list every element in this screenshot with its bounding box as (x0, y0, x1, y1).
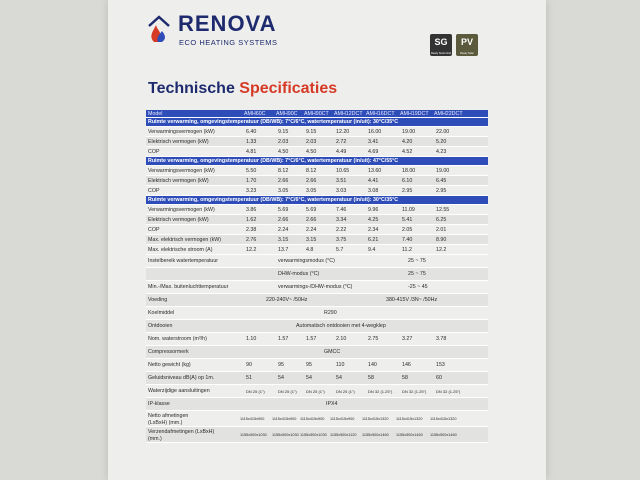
range-row (146, 268, 488, 281)
model-header: AMH90C (276, 111, 298, 117)
cell-value: 6.45 (436, 178, 447, 184)
cell-value: 9.15 (278, 129, 289, 135)
spec-sheet (108, 0, 546, 480)
row-label: COP (148, 188, 160, 194)
table-row (146, 127, 488, 137)
cell-value: 1115x415x900 (300, 417, 325, 421)
cell-value: 7.40 (402, 237, 413, 243)
cell-value: 1115x415x1320 (396, 417, 423, 421)
cell-value: DN 25 (1") (278, 389, 297, 394)
cell-value: 4.52 (402, 149, 413, 155)
cell-value: 54 (306, 375, 312, 381)
cell-value: 1115x415x1320 (430, 417, 457, 421)
cell-value: 1.57 (278, 336, 289, 342)
cell-value: 8.12 (306, 168, 317, 174)
cell-value: 16.00 (368, 129, 382, 135)
cell-value: 3.34 (336, 217, 347, 223)
cell-value: 4.69 (368, 149, 379, 155)
table-row (146, 333, 488, 346)
cell-value: 1.33 (246, 139, 257, 145)
table-row (146, 245, 488, 255)
cell-value: 3.41 (368, 139, 379, 145)
cell-value: R290 (324, 310, 337, 316)
cell-value: 3.86 (246, 207, 257, 213)
row-label: Verzendafmetingen (LxBxH) (mm.) (148, 429, 215, 442)
table-row (146, 166, 488, 176)
cell-value: 1.62 (246, 217, 257, 223)
cell-value: 153 (436, 362, 445, 368)
cell-value: 19.00 (402, 129, 416, 135)
cell-value: DN 25 (1") (336, 389, 355, 394)
table-header (146, 110, 488, 118)
ip-row (146, 398, 488, 411)
model-header: AMH12DCT (334, 111, 363, 117)
row-label: Elektrisch vermogen (kW) (148, 178, 209, 184)
section-title: Ruimte verwarming, omgevingstemperatuur (DB/WB): 7°C/6°C, watertemperatuur (in/uit): 30°C/35°C (148, 119, 399, 125)
cell-value: 12.2 (246, 247, 257, 253)
cell-value: 2.24 (278, 227, 289, 233)
row-label: Nom. waterstroom (m³/h) (148, 336, 207, 342)
cell-value: 3.23 (246, 188, 257, 194)
cell-value: 5.69 (278, 207, 289, 213)
row-label: Verwarmingsvermogen (kW) (148, 168, 215, 174)
compressor-row (146, 346, 488, 359)
cell-value: 1115x415x900 (272, 417, 297, 421)
cell-value: 3.05 (306, 188, 317, 194)
cell-value: 2.66 (306, 217, 317, 223)
table-row (146, 176, 488, 186)
row-label: Netto afmetingen (LxBxH) (mm.) (148, 413, 189, 426)
row-label: Ontdooien (148, 323, 173, 329)
cell-value: 5.50 (246, 168, 257, 174)
row-label: Max. elektrische stroom (A) (148, 247, 213, 253)
cell-value: 12.20 (336, 129, 350, 135)
range-value: -25 ~ 45 (408, 284, 428, 290)
row-label: COP (148, 149, 160, 155)
table-row (146, 186, 488, 196)
cell-value: 95 (278, 362, 284, 368)
cell-value: 2.05 (402, 227, 413, 233)
section-header (146, 118, 488, 127)
section-title: Ruimte verwarming, omgevingstemperatuur (DB/WB): 7°C/6°C, watertemperatuur (in/uit): 47°C/55°C (148, 158, 399, 164)
cell-value: 60 (436, 375, 442, 381)
cell-value: 3.08 (368, 188, 379, 194)
cell-value: DN 25 (1") (246, 389, 265, 394)
range-label: Instelbereik watertemperatuur (148, 258, 219, 264)
cell-value: 2.03 (278, 139, 289, 145)
model-header: AMH16DCT (366, 111, 395, 117)
cell-value: 1155x500x1030 (300, 433, 327, 437)
cell-value: 2.95 (436, 188, 447, 194)
voeding-row (146, 294, 488, 307)
cell-value: 9.96 (368, 207, 379, 213)
row-label: Koelmiddel (148, 310, 175, 316)
cell-value: 2.95 (402, 188, 413, 194)
cell-value: DN 25 (1") (306, 389, 325, 394)
cell-value: 3.78 (436, 336, 447, 342)
section-header (146, 157, 488, 166)
cell-value: 9.4 (368, 247, 376, 253)
cell-value: 6.25 (436, 217, 447, 223)
cell-value: 1.70 (246, 178, 257, 184)
row-label: Geluidsniveau dB(A) op 1m. (148, 375, 215, 381)
cell-value: 8.12 (278, 168, 289, 174)
table-row (146, 137, 488, 147)
range-label: Min.-/Max. buitenluchttemperatuur (148, 284, 229, 290)
cell-value: 6.40 (246, 129, 257, 135)
cell-value: 2.38 (246, 227, 257, 233)
cell-value: 380-415V /3N~ /50Hz (386, 297, 438, 303)
row-label: Verwarmingsvermogen (kW) (148, 207, 215, 213)
cell-value: 4.81 (246, 149, 257, 155)
cell-value: 7.46 (336, 207, 347, 213)
range-value: 25 ~ 75 (408, 271, 426, 277)
cell-value: DN 32 (1.25") (436, 389, 461, 394)
cell-value: 2.34 (368, 227, 379, 233)
cell-value: 4.23 (436, 149, 447, 155)
cell-value: 5.7 (336, 247, 344, 253)
model-header: AMH19DCT (400, 111, 429, 117)
cell-value: DN 32 (1.25") (402, 389, 427, 394)
cell-value: 10.65 (336, 168, 350, 174)
cell-value: 12.2 (436, 247, 447, 253)
cell-value: 1155x500x1460 (362, 433, 389, 437)
cell-value: 2.01 (436, 227, 447, 233)
flame-house-icon (146, 12, 172, 46)
range-row (146, 281, 488, 294)
cell-value: 1.57 (306, 336, 317, 342)
brand-name: RENOVA (178, 11, 277, 36)
row-label: Elektrisch vermogen (kW) (148, 217, 209, 223)
cell-value: 4.49 (336, 149, 347, 155)
cell-value: 6.21 (368, 237, 379, 243)
table-row (146, 147, 488, 157)
section-header (146, 196, 488, 205)
table-row (146, 225, 488, 235)
cell-value: 13.60 (368, 168, 382, 174)
cell-value: 220-240V~ /50Hz (266, 297, 308, 303)
cell-value: 110 (336, 362, 345, 368)
pv-ready-badge: PV Ready Solar (456, 34, 478, 56)
table-row (146, 372, 488, 385)
cell-value: GMCC (324, 349, 341, 355)
header-label: Model (148, 111, 163, 117)
cell-value: 19.00 (436, 168, 450, 174)
cell-value: 11.2 (402, 247, 412, 253)
cell-value: Automatisch ontdooien met 4-wegklep (296, 323, 386, 329)
cell-value: 4.50 (306, 149, 317, 155)
row-label: Max. elektrisch vermogen (kW) (148, 237, 221, 243)
section-title: Ruimte verwarming, omgevingstemperatuur (DB/WB): 7°C/6°C, watertemperatuur (in/uit): 30°C/35°C (148, 197, 399, 203)
cell-value: 2.24 (306, 227, 317, 233)
model-header: AMH90CT (304, 111, 329, 117)
cell-value: 2.72 (336, 139, 347, 145)
cell-value: 140 (368, 362, 377, 368)
cell-value: 54 (278, 375, 284, 381)
cell-value: 13.7 (278, 247, 289, 253)
cell-value: 4.8 (306, 247, 314, 253)
cell-value: 18.00 (402, 168, 416, 174)
table-row (146, 359, 488, 372)
cell-value: 146 (402, 362, 411, 368)
row-label: Compressormerk (148, 349, 189, 355)
brand-tagline: ECO HEATING SYSTEMS (179, 38, 278, 47)
cell-value: 1155x500x1120 (330, 433, 357, 437)
cell-value: 6.10 (402, 178, 413, 184)
cell-value: 1155x500x1460 (396, 433, 423, 437)
cell-value: IPX4 (326, 401, 338, 407)
table-row (146, 235, 488, 245)
cell-value: 12.55 (436, 207, 450, 213)
cell-value: 9.15 (306, 129, 317, 135)
cell-value: 4.41 (368, 178, 379, 184)
cell-value: 3.51 (336, 178, 347, 184)
range-mode: verwarmings-/DHW-modus (°C) (278, 284, 353, 290)
cell-value: 58 (368, 375, 374, 381)
cell-value: 2.76 (246, 237, 257, 243)
cell-value: 3.27 (402, 336, 413, 342)
table-row (146, 385, 488, 398)
row-label: COP (148, 227, 160, 233)
cell-value: 1115x415x900 (240, 417, 265, 421)
cell-value: 2.10 (336, 336, 347, 342)
koelmiddel-row (146, 307, 488, 320)
cell-value: 4.50 (278, 149, 289, 155)
row-label: IP-klasse (148, 401, 170, 407)
cell-value: 8.90 (436, 237, 447, 243)
cell-value: 3.03 (336, 188, 347, 194)
row-label: Voeding (148, 297, 168, 303)
cell-value: 3.15 (306, 237, 317, 243)
cell-value: 51 (246, 375, 252, 381)
cell-value: 95 (306, 362, 312, 368)
range-value: 25 ~ 75 (408, 258, 426, 264)
spec-table (146, 110, 488, 443)
row-label: Netto gewicht (kg) (148, 362, 191, 368)
cell-value: 58 (402, 375, 408, 381)
cell-value: 1155x500x1030 (240, 433, 267, 437)
range-row (146, 255, 488, 268)
cell-value: 11.09 (402, 207, 415, 213)
cell-value: 2.75 (368, 336, 379, 342)
cell-value: 3.05 (278, 188, 289, 194)
range-mode: verwarmingsmodus (°C) (278, 258, 335, 264)
table-row (146, 215, 488, 225)
model-header: AMH22DCT (434, 111, 463, 117)
sg-ready-badge: SG Ready Smart Grid (430, 34, 452, 56)
cell-value: 4.20 (402, 139, 413, 145)
cell-value: DN 32 (1.25") (368, 389, 393, 394)
cell-value: 5.20 (436, 139, 447, 145)
cell-value: 2.22 (336, 227, 347, 233)
cell-value: 2.66 (278, 178, 289, 184)
cell-value: 2.66 (278, 217, 289, 223)
cell-value: 5.41 (402, 217, 413, 223)
cell-value: 5.69 (306, 207, 317, 213)
cell-value: 1155x500x1460 (430, 433, 457, 437)
row-label: Elektrisch vermogen (kW) (148, 139, 209, 145)
cell-value: 54 (336, 375, 342, 381)
cell-value: 4.25 (368, 217, 379, 223)
table-row (146, 205, 488, 215)
cell-value: 22.00 (436, 129, 450, 135)
row-label: Verwarmingsvermogen (kW) (148, 129, 215, 135)
netto-afmetingen-row (146, 411, 488, 427)
verzendafmetingen-row (146, 427, 488, 443)
cell-value: 3.15 (278, 237, 289, 243)
cell-value: 1115x415x900 (330, 417, 355, 421)
cell-value: 1.10 (246, 336, 257, 342)
cell-value: 3.75 (336, 237, 347, 243)
cell-value: 1115x415x1320 (362, 417, 389, 421)
cell-value: 2.03 (306, 139, 317, 145)
page-title: Technische Specificaties (148, 80, 338, 97)
model-header: AMH60C (244, 111, 266, 117)
cell-value: 2.66 (306, 178, 317, 184)
range-mode: DHW-modus (°C) (278, 271, 320, 277)
ontdooien-row (146, 320, 488, 333)
cell-value: 1155x500x1030 (272, 433, 299, 437)
cell-value: 90 (246, 362, 252, 368)
row-label: Waterzijdige aansluitingen (148, 388, 210, 394)
